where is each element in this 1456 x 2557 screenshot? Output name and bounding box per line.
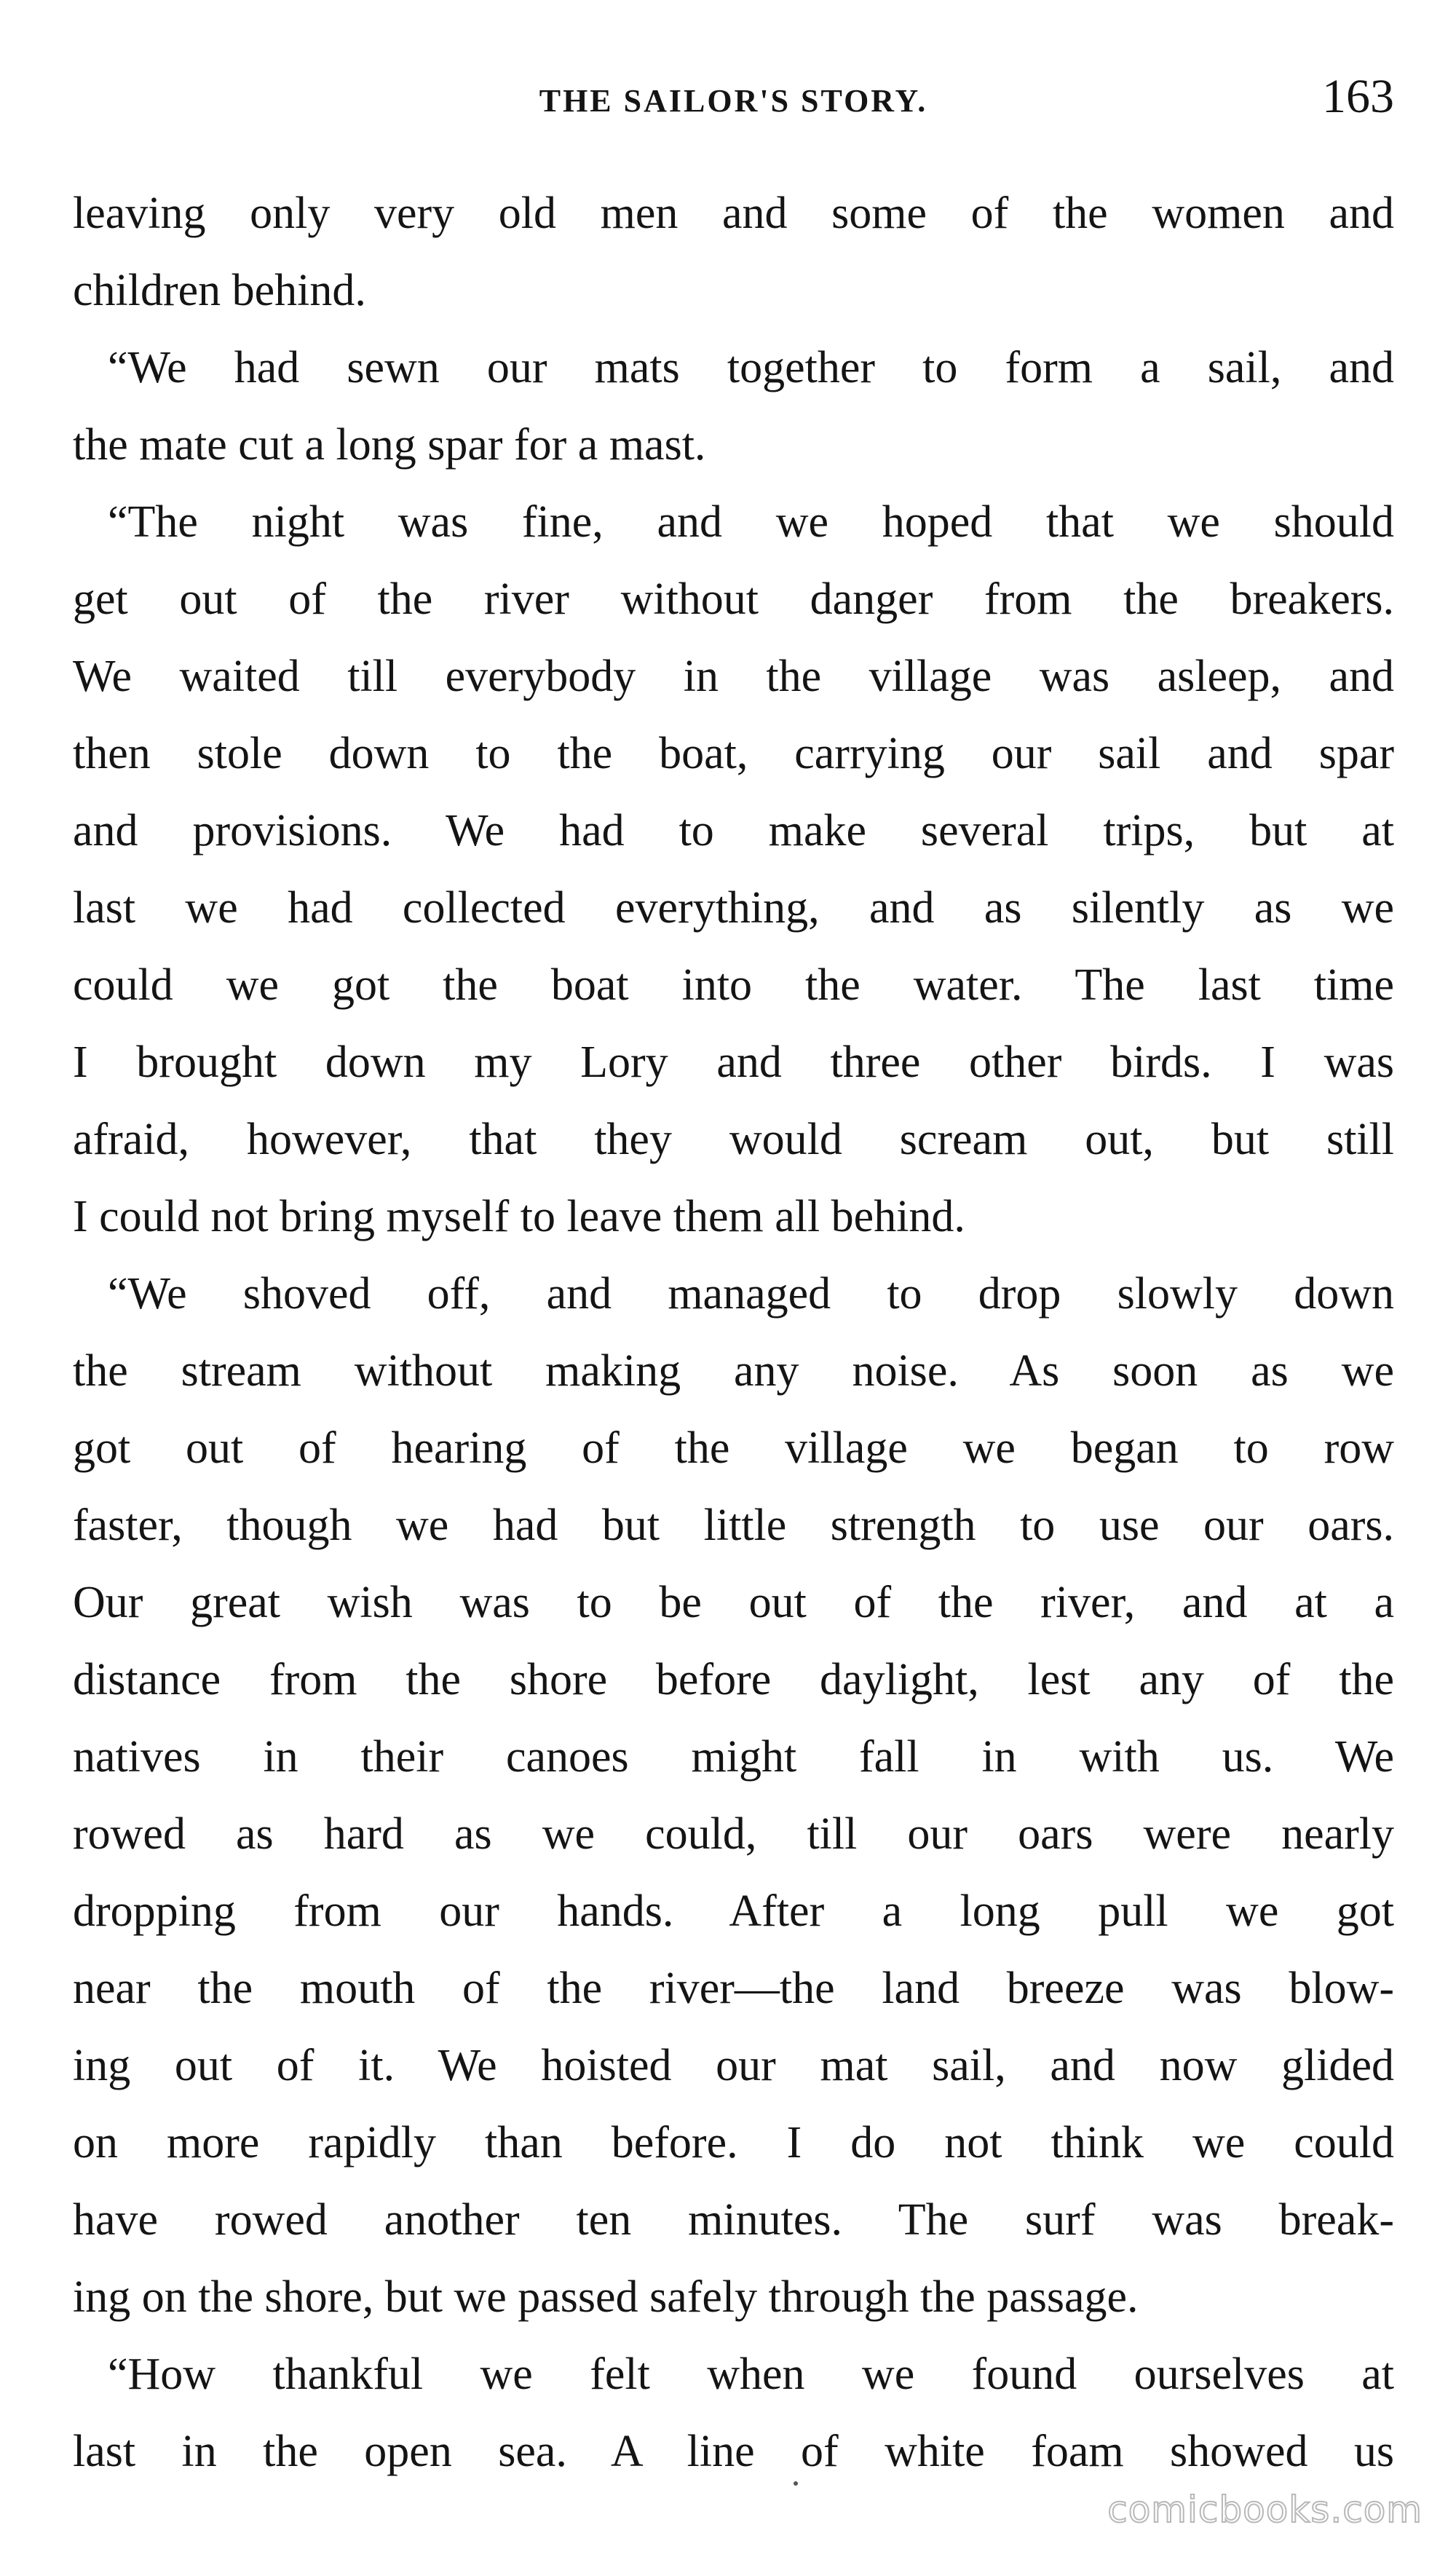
text-line: got out of hearing of the village we began to row bbox=[73, 1423, 1394, 1473]
ink-speck bbox=[794, 2481, 798, 2486]
text-line: “We shoved off, and managed to drop slowly down bbox=[108, 1269, 1394, 1319]
paragraph bbox=[73, 329, 1394, 483]
text-line: the mate cut a long spar for a mast. bbox=[73, 420, 706, 470]
text-line: and provisions. We had to make several trips, but at bbox=[73, 806, 1394, 855]
paragraph bbox=[73, 1255, 1394, 2336]
text-line: near the mouth of the river—the land breeze was blow- bbox=[73, 1964, 1394, 2013]
running-title: THE SAILOR'S STORY. bbox=[539, 83, 928, 119]
text-line: children behind. bbox=[73, 266, 366, 315]
body-text bbox=[73, 175, 1394, 2490]
page-number: 163 bbox=[1322, 70, 1394, 123]
text-line: natives in their canoes might fall in with us. We bbox=[73, 1732, 1394, 1782]
watermark: comicbooks.com bbox=[1107, 2489, 1423, 2531]
text-line: I could not bring myself to leave them all behind. bbox=[73, 1192, 965, 1241]
text-line: the stream without making any noise. As soon as we bbox=[73, 1346, 1394, 1396]
text-line: “The night was fine, and we hoped that we should bbox=[108, 497, 1394, 547]
text-line: Our great wish was to be out of the river, and at a bbox=[73, 1578, 1394, 1627]
text-line: last we had collected everything, and as silently as we bbox=[73, 883, 1394, 933]
text-line: rowed as hard as we could, till our oars were nearly bbox=[73, 1809, 1394, 1859]
running-head bbox=[73, 69, 1394, 127]
text-line: I brought down my Lory and three other birds. I was bbox=[73, 1038, 1394, 1087]
text-line: distance from the shore before daylight, lest any of the bbox=[73, 1655, 1394, 1704]
text-line: We waited till everybody in the village was asleep, and bbox=[73, 652, 1394, 701]
text-line: leaving only very old men and some of the women and bbox=[73, 189, 1394, 238]
text-line: “We had sewn our mats together to form a sail, and bbox=[108, 343, 1394, 392]
text-line: ing on the shore, but we passed safely through the passage. bbox=[73, 2272, 1139, 2322]
text-line: “How thankful we felt when we found ourselves at bbox=[108, 2349, 1394, 2399]
text-line: faster, though we had but little strength to use our oars. bbox=[73, 1501, 1394, 1550]
text-line: could we got the boat into the water. The last time bbox=[73, 960, 1394, 1010]
text-line: afraid, however, that they would scream out, but still bbox=[73, 1115, 1394, 1164]
text-line: ing out of it. We hoisted our mat sail, and now glided bbox=[73, 2041, 1394, 2090]
text-line: then stole down to the boat, carrying our sail and spar bbox=[73, 729, 1394, 778]
text-line: get out of the river without danger from the breakers. bbox=[73, 574, 1394, 624]
text-line: on more rapidly than before. I do not think we could bbox=[73, 2118, 1394, 2167]
text-line: have rowed another ten minutes. The surf was break- bbox=[73, 2195, 1394, 2245]
paragraph bbox=[73, 175, 1394, 329]
text-line: last in the open sea. A line of white foam showed us bbox=[73, 2427, 1394, 2476]
paragraph bbox=[73, 2336, 1394, 2490]
paragraph bbox=[73, 483, 1394, 1255]
text-line: dropping from our hands. After a long pull we got bbox=[73, 1886, 1394, 1936]
